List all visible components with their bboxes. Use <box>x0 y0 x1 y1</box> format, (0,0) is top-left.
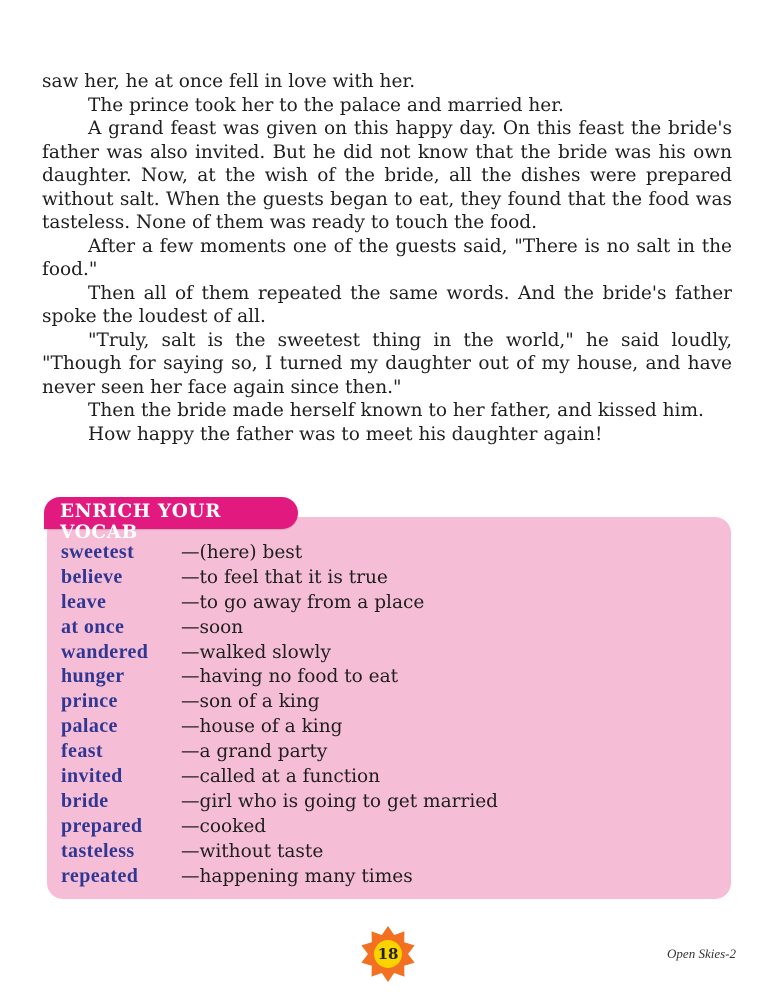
vocab-item <box>61 739 498 764</box>
vocab-word: hunger <box>61 665 125 688</box>
story-paragraph: The prince took her to the palace and married her. <box>88 94 564 116</box>
vocab-meaning: —house of a king <box>181 716 343 738</box>
vocab-meaning: —soon <box>181 616 244 638</box>
vocab-item <box>61 615 498 640</box>
vocab-word: repeated <box>61 864 139 887</box>
vocab-list <box>61 540 498 888</box>
vocab-heading: ENRICH YOUR VOCAB <box>60 501 222 543</box>
vocab-item <box>61 814 498 839</box>
vocab-item <box>61 590 498 615</box>
vocab-word: prince <box>61 690 118 713</box>
vocab-item <box>61 640 498 665</box>
vocab-meaning: —happening many times <box>181 865 413 887</box>
vocab-word: believe <box>61 565 123 588</box>
vocab-meaning: —to go away from a place <box>181 591 425 613</box>
vocab-meaning: —a grand party <box>181 741 328 763</box>
story-paragraph: "Truly, salt is the sweetest thing in the world," he said loudly, "Though for saying so, I turned my daughter out of my house, and have never seen her face again since then." <box>42 329 732 398</box>
vocab-meaning: —son of a king <box>181 691 320 713</box>
vocab-word: at once <box>61 615 125 638</box>
story-paragraph: A grand feast was given on this happy day. On this feast the bride's father was also invited. But he did not know that the bride was his own daughter. Now, at the wish of the bride, all the dishes were prepared without salt. When the guests began to eat, they found that the food was tasteless. None of them was ready to touch the food. <box>42 118 732 233</box>
vocab-word: leave <box>61 590 107 613</box>
vocab-meaning: —(here) best <box>181 542 303 563</box>
vocab-meaning: —to feel that it is true <box>181 566 388 588</box>
vocab-meaning: —without taste <box>181 840 324 862</box>
vocab-item <box>61 540 498 565</box>
vocab-word: bride <box>61 789 109 812</box>
vocab-item <box>61 864 498 889</box>
vocab-item <box>61 839 498 864</box>
story-paragraph: Then the bride made herself known to her father, and kissed him. <box>88 400 704 421</box>
vocab-item <box>61 565 498 590</box>
vocab-meaning: —girl who is going to get married <box>181 790 499 812</box>
vocab-word: sweetest <box>61 541 135 563</box>
vocab-item <box>61 689 498 714</box>
vocab-heading-badge <box>44 497 298 543</box>
vocab-item <box>61 764 498 789</box>
vocab-meaning: —cooked <box>181 815 267 837</box>
vocab-word: invited <box>61 765 123 788</box>
vocab-item <box>61 789 498 814</box>
vocab-word: prepared <box>61 814 143 837</box>
vocab-meaning: —walked slowly <box>181 641 331 663</box>
vocab-word: wandered <box>61 640 149 663</box>
story-paragraph: After a few moments one of the guests said, "There is no salt in the food." <box>42 235 732 280</box>
book-title: Open Skies-2 <box>667 946 736 961</box>
story-paragraph: saw her, he at once fell in love with her. <box>42 71 416 92</box>
vocab-item <box>61 714 498 739</box>
vocab-word: tasteless <box>61 839 135 862</box>
vocab-word: feast <box>61 740 103 763</box>
vocab-item <box>61 664 498 689</box>
vocab-meaning: —called at a function <box>181 766 381 788</box>
story-text <box>42 70 732 446</box>
story-paragraph: Then all of them repeated the same words. And the bride's father spoke the loudest of all. <box>42 282 732 327</box>
page-number: 18 <box>377 945 399 963</box>
vocab-meaning: —having no food to eat <box>181 666 399 688</box>
story-paragraph: How happy the father was to meet his daughter again! <box>88 423 603 445</box>
vocab-word: palace <box>61 715 118 738</box>
